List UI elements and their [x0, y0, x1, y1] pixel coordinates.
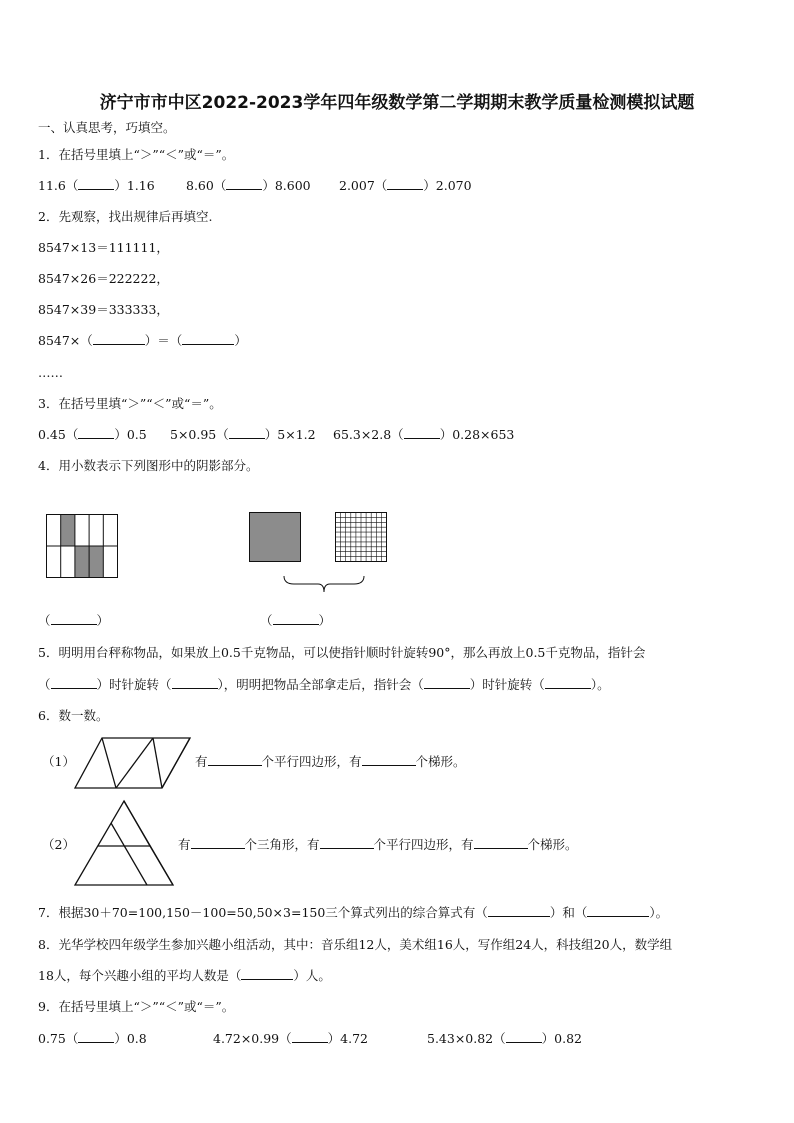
q8-line-1: 8．光华学校四年级学生参加兴趣小组活动，其中：音乐组12人，美术组16人，写作组24人，科技组20人，数学组: [38, 937, 673, 952]
q8-line-2: 18人，每个兴趣小组的平均人数是（ ）人。: [38, 968, 331, 983]
q2-line-4: 8547×（ ）＝（ ）: [38, 333, 247, 348]
answer-blank[interactable]: [93, 333, 145, 345]
q9-item-3: 5.43×0.82（ ）0.82: [427, 1031, 582, 1046]
answer-blank[interactable]: [545, 677, 591, 689]
q5-line-1: 5．明明用台秤称物品，如果放上0.5千克物品，可以使指针顺时针旋转90°，那么再放上0.5千克物品，指针会: [38, 645, 646, 660]
q4-figure-grid-rectangle: [46, 514, 118, 578]
answer-blank[interactable]: [241, 968, 293, 980]
q5-line-2: （ ）时针旋转（ ），明明把物品全部拿走后，指针会（ ）时针旋转（ ）。: [38, 677, 610, 692]
page-title: 济宁市市中区2022-2023学年四年级数学第二学期期末教学质量检测模拟试题: [99, 93, 695, 113]
answer-blank[interactable]: [172, 677, 218, 689]
q4-figure-shaded-square: [249, 512, 301, 562]
q3-stem: 3．在括号里填“＞”“＜”或“＝”。: [38, 396, 222, 411]
q6-part1-text: 有 个平行四边形，有 个梯形。: [195, 754, 466, 769]
shaded-cell: [89, 546, 103, 578]
answer-blank[interactable]: [78, 178, 114, 190]
answer-blank[interactable]: [208, 754, 262, 766]
answer-blank[interactable]: [506, 1031, 542, 1043]
q2-ellipsis: ……: [38, 365, 63, 380]
q6-part2-label: （2）: [42, 837, 75, 852]
q4-answer-1: （ ）: [38, 613, 110, 628]
section-heading: 一、认真思考，巧填空。: [38, 120, 176, 135]
q9-item-2: 4.72×0.99（ ）4.72: [213, 1031, 368, 1046]
answer-blank[interactable]: [78, 1031, 114, 1043]
q1-stem: 1．在括号里填上“＞”“＜”或“＝”。: [38, 147, 235, 162]
q7-text: 7．根据30＋70=100,150－100=50,50×3=150三个算式列出的综合算式有（ ）和（ ）。: [38, 905, 669, 920]
q6-figure-triangle: [74, 800, 174, 886]
q4-answer-2: （ ）: [260, 613, 332, 628]
q2-line-1: 8547×13＝111111，: [38, 240, 169, 255]
answer-blank[interactable]: [78, 427, 114, 439]
q2-stem: 2．先观察，找出规律后再填空.: [38, 209, 213, 224]
answer-blank[interactable]: [292, 1031, 328, 1043]
answer-blank[interactable]: [404, 427, 440, 439]
answer-blank[interactable]: [51, 677, 97, 689]
q3-item-3: 65.3×2.8（ ）0.28×653: [333, 427, 515, 442]
q6-stem: 6．数一数。: [38, 708, 109, 723]
q2-line-2: 8547×26＝222222，: [38, 271, 169, 286]
shaded-cell: [75, 546, 89, 578]
q1-item-3: 2.007（ ）2.070: [339, 178, 472, 193]
answer-blank[interactable]: [51, 613, 97, 625]
answer-blank[interactable]: [362, 754, 416, 766]
answer-blank[interactable]: [273, 613, 319, 625]
answer-blank[interactable]: [424, 677, 470, 689]
q6-part1-label: （1）: [42, 754, 75, 769]
q2-line-3: 8547×39＝333333，: [38, 302, 169, 317]
answer-blank[interactable]: [474, 837, 528, 849]
answer-blank[interactable]: [229, 427, 265, 439]
answer-blank[interactable]: [387, 178, 423, 190]
answer-blank[interactable]: [182, 333, 234, 345]
answer-blank[interactable]: [320, 837, 374, 849]
brace: [282, 574, 366, 594]
q6-figure-parallelogram: [74, 737, 192, 789]
answer-blank[interactable]: [226, 178, 262, 190]
q4-stem: 4．用小数表示下列图形中的阴影部分。: [38, 458, 259, 473]
answer-blank[interactable]: [587, 905, 649, 917]
q1-item-1: 11.6（ ）1.16: [38, 178, 155, 193]
q1-item-2: 8.60（ ）8.600: [186, 178, 311, 193]
q9-item-1: 0.75（ ）0.8: [38, 1031, 147, 1046]
q3-item-2: 5×0.95（ ）5×1.2: [170, 427, 316, 442]
q3-item-1: 0.45（ ）0.5: [38, 427, 147, 442]
answer-blank[interactable]: [191, 837, 245, 849]
q4-figure-hundred-grid: [335, 512, 387, 562]
shaded-cell: [61, 515, 75, 547]
q9-stem: 9．在括号里填上“＞”“＜”或“＝”。: [38, 999, 235, 1014]
q6-part2-text: 有 个三角形，有 个平行四边形，有 个梯形。: [178, 837, 578, 852]
answer-blank[interactable]: [488, 905, 550, 917]
